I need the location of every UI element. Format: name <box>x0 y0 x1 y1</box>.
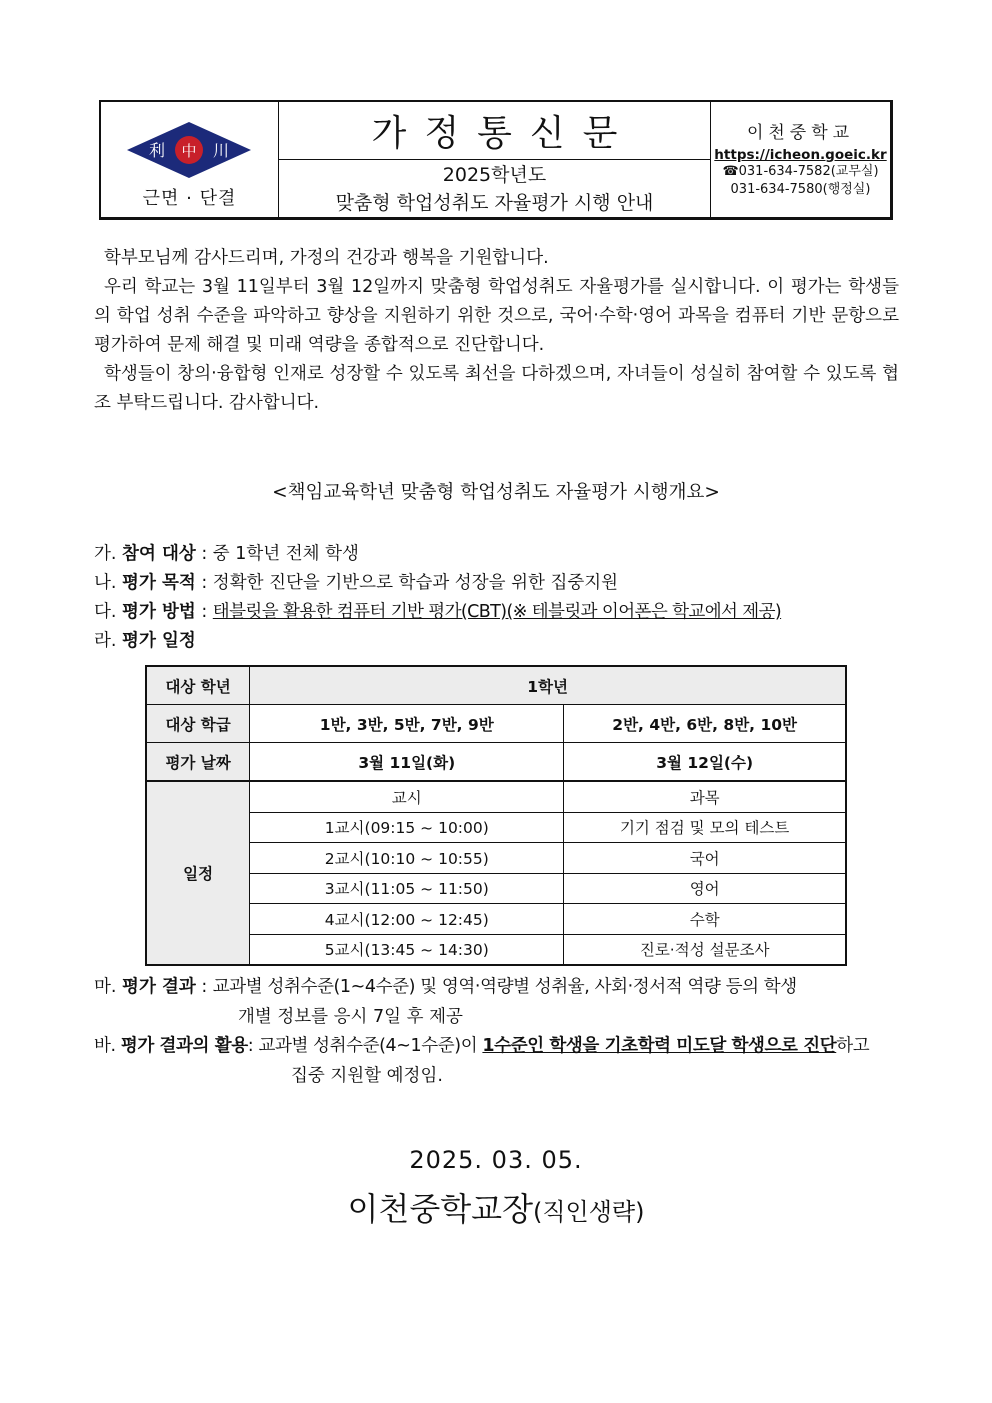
item-text-line1: 교과별 성취수준(1~4수준) 및 영역‧역량별 성취율, 사회‧정서적 역량 등의 학생 <box>212 977 797 997</box>
academic-year: 2025학년도 <box>442 163 547 186</box>
school-name: 이천중학교 <box>746 123 855 143</box>
overview-title: <책임교육학년 맞춤형 학업성취도 자율평가 시행개요> <box>272 482 720 503</box>
row-label-date: 평가 날짜 <box>146 743 250 782</box>
period-cell: 4교시(12:00 ~ 12:45) <box>250 904 564 935</box>
subject-cell: 기기 점검 및 모의 테스트 <box>564 812 846 843</box>
col-header-subject: 과목 <box>564 781 846 812</box>
grade-value: 1학년 <box>250 666 846 705</box>
item-results-line2: 개별 정보를 응시 7일 후 제공 <box>238 1007 463 1027</box>
item-results-usage <box>94 1031 869 1061</box>
item-separator: : <box>195 602 213 622</box>
school-website-link[interactable]: https://icheon.goeic.kr <box>714 147 887 163</box>
table-row <box>146 904 846 935</box>
table-row <box>146 934 846 965</box>
phone-office: ☎031-634-7582(교무실) <box>722 164 879 179</box>
item-separator: : <box>195 544 213 564</box>
class-group-a: 1반, 3반, 5반, 7반, 9반 <box>250 705 564 743</box>
period-cell: 1교시(09:15 ~ 10:00) <box>250 812 564 843</box>
item-mark: 라. <box>94 631 117 651</box>
header-title-cell <box>279 102 711 217</box>
item-text: 정확한 진단을 기반으로 학습과 성장을 위한 집중지원 <box>212 573 619 593</box>
phone-admin: 031-634-7580(행정실) <box>730 182 871 197</box>
item-label: 평가 목적 <box>122 573 196 593</box>
table-row <box>146 873 846 904</box>
date-group-b: 3월 12일(수) <box>564 743 846 782</box>
header-subtitle <box>279 160 710 217</box>
col-header-period: 교시 <box>250 781 564 812</box>
item-schedule <box>94 627 196 655</box>
principal-signature <box>0 1184 992 1230</box>
item-purpose <box>94 569 618 597</box>
subject-cell: 영어 <box>564 873 846 904</box>
item-text-pre: 교과별 성취수준(4~1수준)이 <box>258 1036 483 1056</box>
intro-greeting: 학부모님께 감사드리며, 가정의 건강과 행복을 기원합니다. <box>104 248 549 268</box>
item-mark: 다. <box>94 602 117 622</box>
row-label-grade: 대상 학년 <box>146 666 250 705</box>
school-contact-cell <box>711 102 890 217</box>
emblem-right-char: 川 <box>212 141 230 160</box>
item-results <box>94 972 797 1002</box>
item-mark: 가. <box>94 544 117 564</box>
notice-subject: 맞춤형 학업성취도 자율평가 시행 안내 <box>335 191 654 214</box>
item-mark: 마. <box>94 977 117 997</box>
intro-closing: 학생들이 창의‧융합형 인재로 성장할 수 있도록 최선을 다하겠으며, 자녀들이 성실히 참여할 수 있도록 협조 부탁드립니다. 감사합니다. <box>94 364 899 413</box>
page-title: 가정통신문 <box>279 102 710 160</box>
row-label-schedule: 일정 <box>146 781 250 965</box>
period-cell: 3교시(11:05 ~ 11:50) <box>250 873 564 904</box>
item-label: 평가 일정 <box>122 631 196 651</box>
school-emblem-icon <box>125 120 253 180</box>
row-label-class: 대상 학급 <box>146 705 250 743</box>
schedule-table <box>145 665 847 966</box>
item-text-emphasis: 1수준인 학생을 기초학력 미도달 학생으로 진단 <box>482 1036 837 1056</box>
seal-note: (직인생략) <box>533 1198 645 1226</box>
emblem-center-char: 中 <box>181 142 197 160</box>
item-label: 평가 방법 <box>122 602 196 622</box>
item-results-usage-line2: 집중 지원할 예정임. <box>291 1066 443 1086</box>
period-cell: 5교시(13:45 ~ 14:30) <box>250 934 564 965</box>
item-participants <box>94 540 359 568</box>
emblem-left-char: 利 <box>148 141 166 160</box>
period-cell: 2교시(10:10 ~ 10:55) <box>250 843 564 874</box>
principal-title: 이천중학교장 <box>347 1190 533 1228</box>
item-separator: : <box>195 977 213 997</box>
intro-body: 우리 학교는 3월 11일부터 3월 12일까지 맞춤형 학업성취도 자율평가를 실시합니다. 이 평가는 학생들의 학업 성취 수준을 파악하고 향상을 지원하기 위한 것으로, 국어‧수학‧영어 과목을 컴퓨터 기반 문항으로 평가하여 문제 해결 및 미래 역량을 종합적으로 진단합니다. <box>94 277 899 355</box>
item-label: 평가 결과 <box>122 977 196 997</box>
subject-cell: 수학 <box>564 904 846 935</box>
item-text: 중 1학년 전체 학생 <box>212 544 359 564</box>
date-group-a: 3월 11일(화) <box>250 743 564 782</box>
item-separator: : <box>247 1036 259 1056</box>
table-row <box>146 812 846 843</box>
issue-date: 2025. 03. 05. <box>409 1146 583 1174</box>
item-text-post: 하고 <box>836 1036 870 1056</box>
subject-cell: 국어 <box>564 843 846 874</box>
class-group-b: 2반, 4반, 6반, 8반, 10반 <box>564 705 846 743</box>
item-label: 평가 결과의 활용 <box>120 1036 248 1056</box>
item-label: 참여 대상 <box>122 544 196 564</box>
subject-cell: 진로‧적성 설문조사 <box>564 934 846 965</box>
item-text: 태블릿을 활용한 컴퓨터 기반 평가(CBT)(※ 테블릿과 이어폰은 학교에서 제공) <box>212 602 782 622</box>
letter-header <box>99 100 893 220</box>
item-separator: : <box>195 573 213 593</box>
item-mark: 나. <box>94 573 117 593</box>
school-motto: 근면 · 단결 <box>142 188 237 209</box>
table-row <box>146 843 846 874</box>
item-mark: 바. <box>94 1036 116 1056</box>
item-method <box>94 598 781 626</box>
school-logo-cell <box>101 102 279 217</box>
